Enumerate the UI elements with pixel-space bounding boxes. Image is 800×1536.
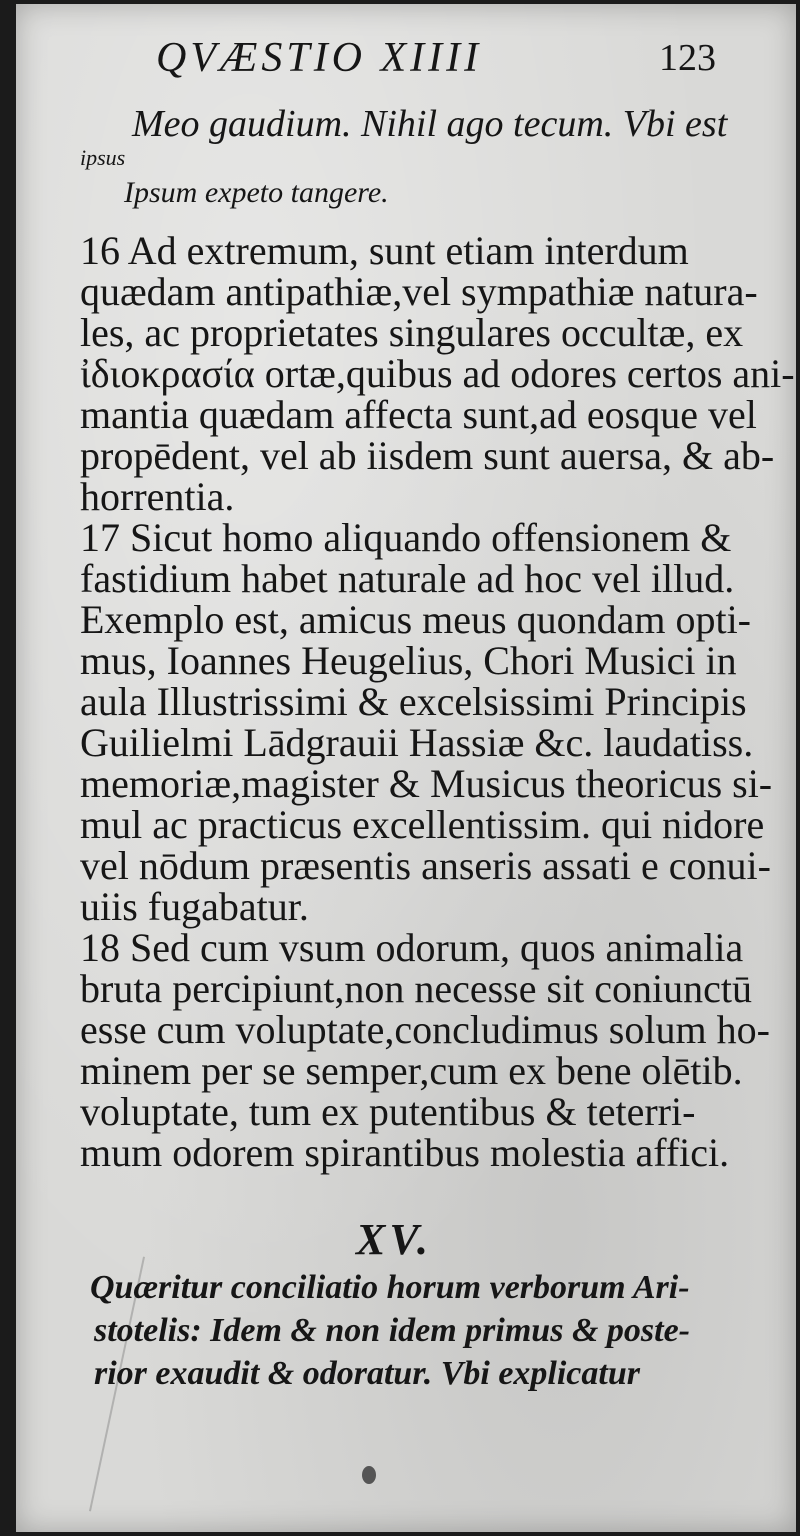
text-line: Guilielmi Lādgrauii Hassiæ &c. laudatiss. xyxy=(80,720,754,765)
text-line: esse cum voluptate,concludimus solum ho- xyxy=(80,1007,770,1052)
text-line: voluptate, tum ex putentibus & teterri- xyxy=(80,1089,696,1134)
text-line: mus, Ioannes Heugelius, Chori Musici in xyxy=(80,638,737,683)
text-line: ἰδιοκρασία ortæ,quibus ad odores certos ani- xyxy=(80,351,795,396)
verse-quote xyxy=(80,103,728,215)
text-line: uiis fugabatur. xyxy=(80,884,309,929)
body-text xyxy=(80,228,795,1175)
text-line: mum odorem spirantibus molestia affici. xyxy=(80,1130,730,1175)
running-head: QVÆSTIO XIIII xyxy=(156,35,483,81)
text-line: bruta percipiunt,non necesse sit coniunctū xyxy=(80,966,753,1011)
text-line: Exemplo est, amicus meus quondam opti- xyxy=(80,597,751,642)
text-line: fastidium habet naturale ad hoc vel illud. xyxy=(80,556,735,601)
text-line: mantia quædam affecta sunt,ad eosque vel xyxy=(80,392,757,437)
quote-line: Meo gaudium. Nihil ago tecum. Vbi est xyxy=(132,103,728,145)
text-line: mul ac practicus excellentissim. qui nidore xyxy=(80,802,765,847)
text-line: memoriæ,magister & Musicus theoricus si- xyxy=(80,761,773,806)
text-line: 16 Ad extremum, sunt etiam interdum xyxy=(80,228,689,273)
summary-line: Quæritur conciliatio horum verborum Ari- xyxy=(90,1269,690,1306)
text-line: propēdent, vel ab iisdem sunt auersa, & ab- xyxy=(80,433,775,478)
quote-line: Ipsum expeto tangere. xyxy=(124,176,389,209)
text-line: quædam antipathiæ,vel sympathiæ natura- xyxy=(80,269,758,314)
summary-line: stotelis: Idem & non idem primus & poste- xyxy=(94,1312,690,1349)
book-page xyxy=(16,4,796,1532)
text-line: vel nōdum præsentis anseris assati e conui- xyxy=(80,843,771,888)
text-line: 18 Sed cum vsum odorum, quos animalia xyxy=(80,925,744,970)
summary-line: rior exaudit & odoratur. Vbi explicatur xyxy=(94,1355,640,1392)
text-line: horrentia. xyxy=(80,474,235,519)
section-summary xyxy=(90,1266,710,1395)
text-line: aula Illustrissimi & excelsissimi Principis xyxy=(80,679,747,724)
section-number: XV. xyxy=(356,1215,433,1264)
quote-line: ipsus xyxy=(80,145,126,170)
text-line: 17 Sicut homo aliquando offensionem & xyxy=(80,515,732,560)
page-header xyxy=(156,34,716,84)
text-line: les, ac proprietates singulares occultæ, ex xyxy=(80,310,744,355)
ornament-dot xyxy=(362,1466,376,1484)
page-number: 123 xyxy=(659,37,716,79)
text-line: minem per se semper,cum ex bene olētib. xyxy=(80,1048,743,1093)
